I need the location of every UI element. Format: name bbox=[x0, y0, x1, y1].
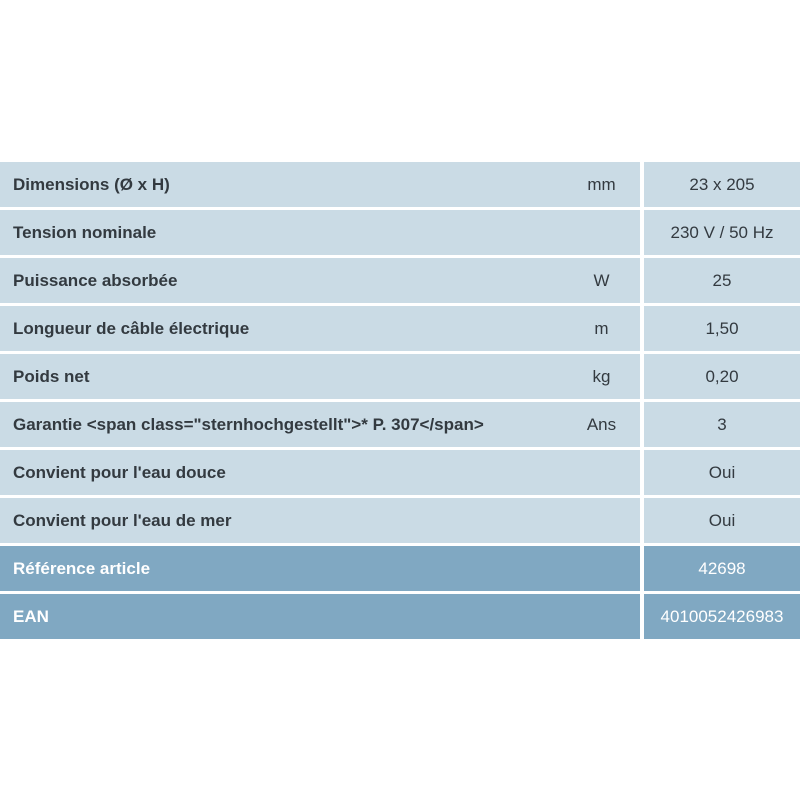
spec-label: Tension nominale bbox=[0, 210, 563, 255]
spec-unit: W bbox=[563, 258, 640, 303]
spec-label: Longueur de câble électrique bbox=[0, 306, 563, 351]
spec-value: 230 V / 50 Hz bbox=[644, 210, 800, 255]
identifier-unit bbox=[563, 546, 640, 591]
spec-label: Convient pour l'eau de mer bbox=[0, 498, 563, 543]
spec-row-dimensions bbox=[0, 162, 800, 207]
identifier-label: Référence article bbox=[0, 546, 563, 591]
identifier-row-article-number bbox=[0, 546, 800, 591]
spec-row-voltage bbox=[0, 210, 800, 255]
identifier-row-ean bbox=[0, 594, 800, 639]
spec-unit: Ans bbox=[563, 402, 640, 447]
spec-row-warranty bbox=[0, 402, 800, 447]
spec-label: Puissance absorbée bbox=[0, 258, 563, 303]
spec-row-power bbox=[0, 258, 800, 303]
spec-value: Oui bbox=[644, 450, 800, 495]
spec-label: Dimensions (Ø x H) bbox=[0, 162, 563, 207]
spec-row-cable-length bbox=[0, 306, 800, 351]
spec-value: 3 bbox=[644, 402, 800, 447]
identifier-value: 4010052426983 bbox=[644, 594, 800, 639]
spec-unit bbox=[563, 450, 640, 495]
spec-value: 23 x 205 bbox=[644, 162, 800, 207]
spec-unit bbox=[563, 210, 640, 255]
spec-unit: kg bbox=[563, 354, 640, 399]
identifier-value: 42698 bbox=[644, 546, 800, 591]
spec-label: Convient pour l'eau douce bbox=[0, 450, 563, 495]
spec-table bbox=[0, 162, 800, 639]
spec-unit: mm bbox=[563, 162, 640, 207]
identifier-unit bbox=[563, 594, 640, 639]
spec-label: Poids net bbox=[0, 354, 563, 399]
spec-value: 1,50 bbox=[644, 306, 800, 351]
identifier-label: EAN bbox=[0, 594, 563, 639]
spec-row-net-weight bbox=[0, 354, 800, 399]
spec-row-seawater bbox=[0, 498, 800, 543]
spec-unit: m bbox=[563, 306, 640, 351]
spec-value: 0,20 bbox=[644, 354, 800, 399]
spec-unit bbox=[563, 498, 640, 543]
spec-value: 25 bbox=[644, 258, 800, 303]
spec-value: Oui bbox=[644, 498, 800, 543]
spec-label: Garantie <span class="sternhochgestellt">* P. 307</span> bbox=[0, 402, 563, 447]
spec-row-freshwater bbox=[0, 450, 800, 495]
